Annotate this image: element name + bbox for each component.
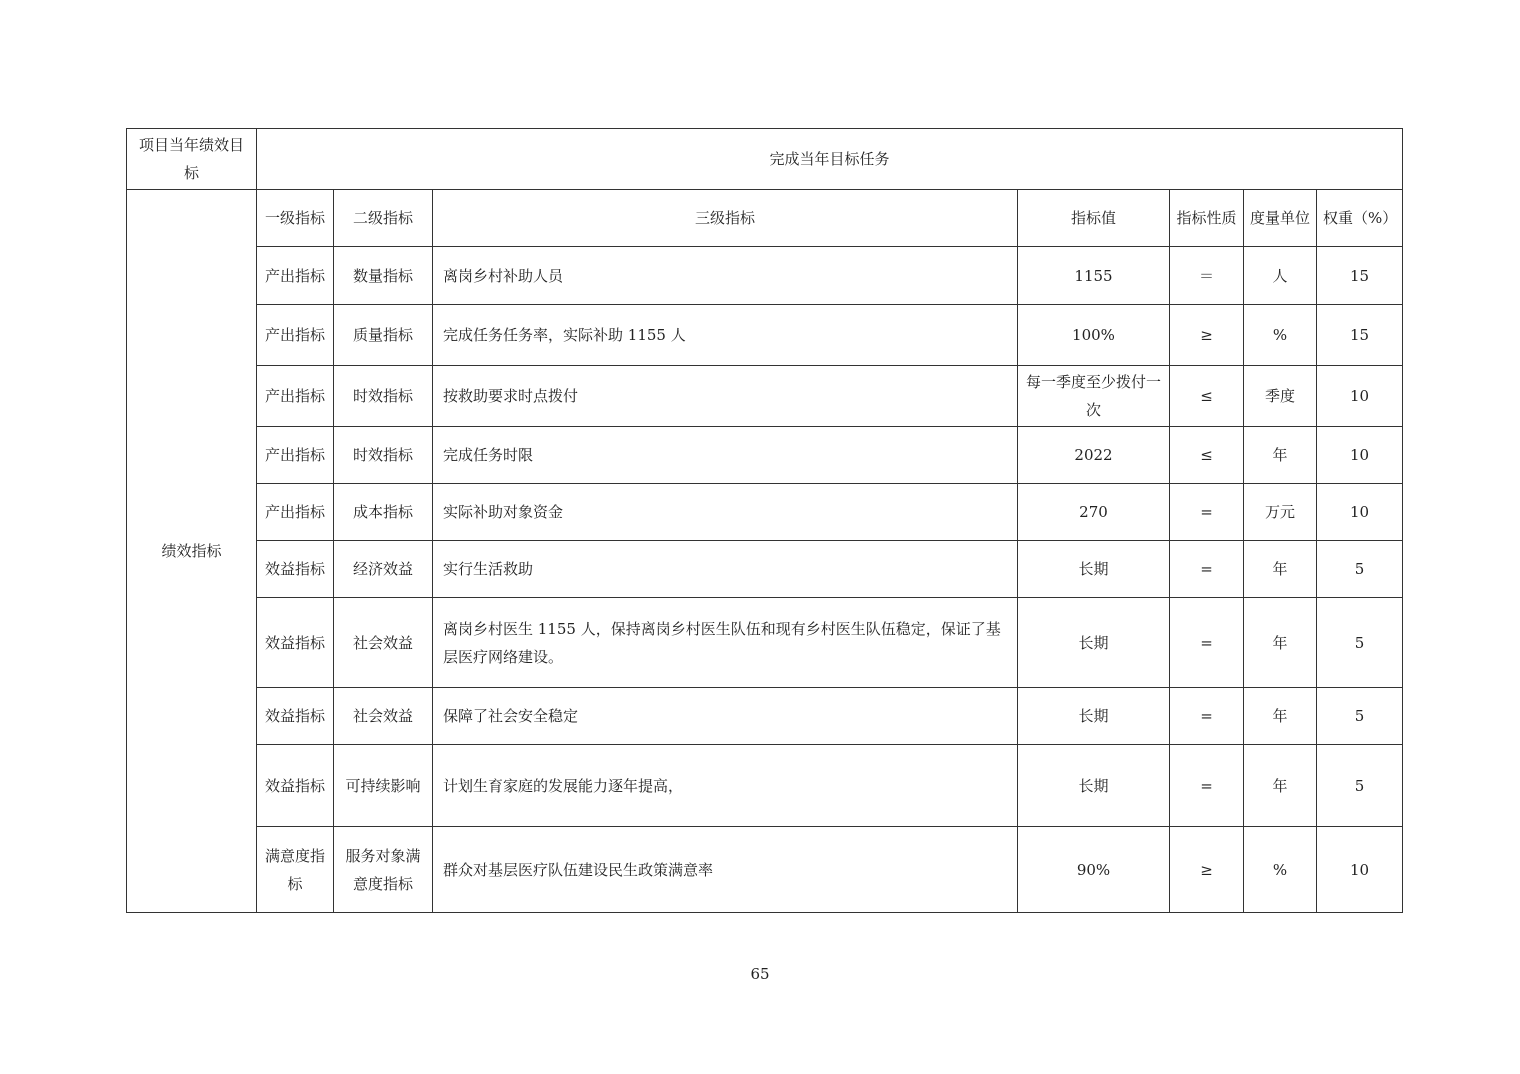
cell-nature: = [1170,484,1244,541]
cell-level3: 完成任务任务率，实际补助 1155 人 [433,305,1018,366]
cell-level2: 数量指标 [334,247,433,305]
header-unit: 度量单位 [1244,190,1317,247]
cell-weight: 10 [1317,366,1403,427]
cell-level3: 实际补助对象资金 [433,484,1018,541]
cell-level2: 质量指标 [334,305,433,366]
cell-weight: 15 [1317,305,1403,366]
cell-level2: 成本指标 [334,484,433,541]
cell-nature: ≥ [1170,827,1244,913]
cell-value: 1155 [1018,247,1170,305]
cell-level1: 效益指标 [257,598,334,688]
cell-weight: 15 [1317,247,1403,305]
table-row [127,247,1403,305]
cell-level2: 经济效益 [334,541,433,598]
cell-level2: 时效指标 [334,427,433,484]
cell-level1: 产出指标 [257,247,334,305]
cell-unit: 季度 [1244,366,1317,427]
cell-value: 长期 [1018,745,1170,827]
table-row [127,827,1403,913]
cell-value: 270 [1018,484,1170,541]
cell-weight: 5 [1317,745,1403,827]
header-level3: 三级指标 [433,190,1018,247]
table-row [127,745,1403,827]
cell-nature: ≤ [1170,427,1244,484]
cell-unit: 年 [1244,745,1317,827]
header-nature: 指标性质 [1170,190,1244,247]
header-level2: 二级指标 [334,190,433,247]
cell-level1: 效益指标 [257,541,334,598]
cell-level1: 效益指标 [257,688,334,745]
cell-level3: 实行生活救助 [433,541,1018,598]
cell-value: 长期 [1018,541,1170,598]
cell-level3: 计划生育家庭的发展能力逐年提高， [433,745,1018,827]
cell-unit: % [1244,827,1317,913]
cell-level1: 产出指标 [257,366,334,427]
cell-value: 100% [1018,305,1170,366]
table-row [127,688,1403,745]
cell-level2: 时效指标 [334,366,433,427]
goal-value-cell: 完成当年目标任务 [257,129,1403,190]
cell-level3: 完成任务时限 [433,427,1018,484]
table-row [127,366,1403,427]
cell-level3: 离岗乡村补助人员 [433,247,1018,305]
cell-weight: 5 [1317,688,1403,745]
cell-nature: ＝ [1170,247,1244,305]
cell-weight: 5 [1317,541,1403,598]
table-row [127,427,1403,484]
cell-level1: 满意度指标 [257,827,334,913]
cell-level3: 按救助要求时点拨付 [433,366,1018,427]
cell-weight: 10 [1317,827,1403,913]
cell-value: 90% [1018,827,1170,913]
header-value: 指标值 [1018,190,1170,247]
header-level1: 一级指标 [257,190,334,247]
cell-nature: ≤ [1170,366,1244,427]
cell-level2: 可持续影响 [334,745,433,827]
cell-nature: = [1170,688,1244,745]
cell-weight: 10 [1317,484,1403,541]
cell-level2: 服务对象满意度指标 [334,827,433,913]
cell-level2: 社会效益 [334,598,433,688]
cell-level1: 效益指标 [257,745,334,827]
cell-nature: ≥ [1170,305,1244,366]
cell-value: 长期 [1018,598,1170,688]
cell-level3: 离岗乡村医生 1155 人，保持离岗乡村医生队伍和现有乡村医生队伍稳定，保证了基层医疗网络建设。 [433,598,1018,688]
table-row [127,305,1403,366]
cell-value: 每一季度至少拨付一次 [1018,366,1170,427]
cell-level3: 群众对基层医疗队伍建设民生政策满意率 [433,827,1018,913]
cell-unit: 人 [1244,247,1317,305]
cell-weight: 10 [1317,427,1403,484]
cell-unit: 年 [1244,688,1317,745]
cell-weight: 5 [1317,598,1403,688]
cell-nature: = [1170,745,1244,827]
cell-unit: % [1244,305,1317,366]
cell-level1: 产出指标 [257,484,334,541]
cell-level1: 产出指标 [257,427,334,484]
goal-row [127,129,1403,190]
cell-level1: 产出指标 [257,305,334,366]
cell-value: 2022 [1018,427,1170,484]
cell-value: 长期 [1018,688,1170,745]
cell-unit: 万元 [1244,484,1317,541]
cell-nature: = [1170,598,1244,688]
cell-unit: 年 [1244,541,1317,598]
indicator-section-label: 绩效指标 [127,190,257,913]
performance-table [126,128,1403,913]
cell-unit: 年 [1244,598,1317,688]
cell-level2: 社会效益 [334,688,433,745]
goal-label-cell: 项目当年绩效目标 [127,129,257,190]
table-row [127,598,1403,688]
table-row [127,541,1403,598]
table-row [127,484,1403,541]
page-number: 65 [750,965,770,983]
header-weight: 权重（%） [1317,190,1403,247]
cell-nature: = [1170,541,1244,598]
cell-level3: 保障了社会安全稳定 [433,688,1018,745]
cell-unit: 年 [1244,427,1317,484]
column-header-row [127,190,1403,247]
